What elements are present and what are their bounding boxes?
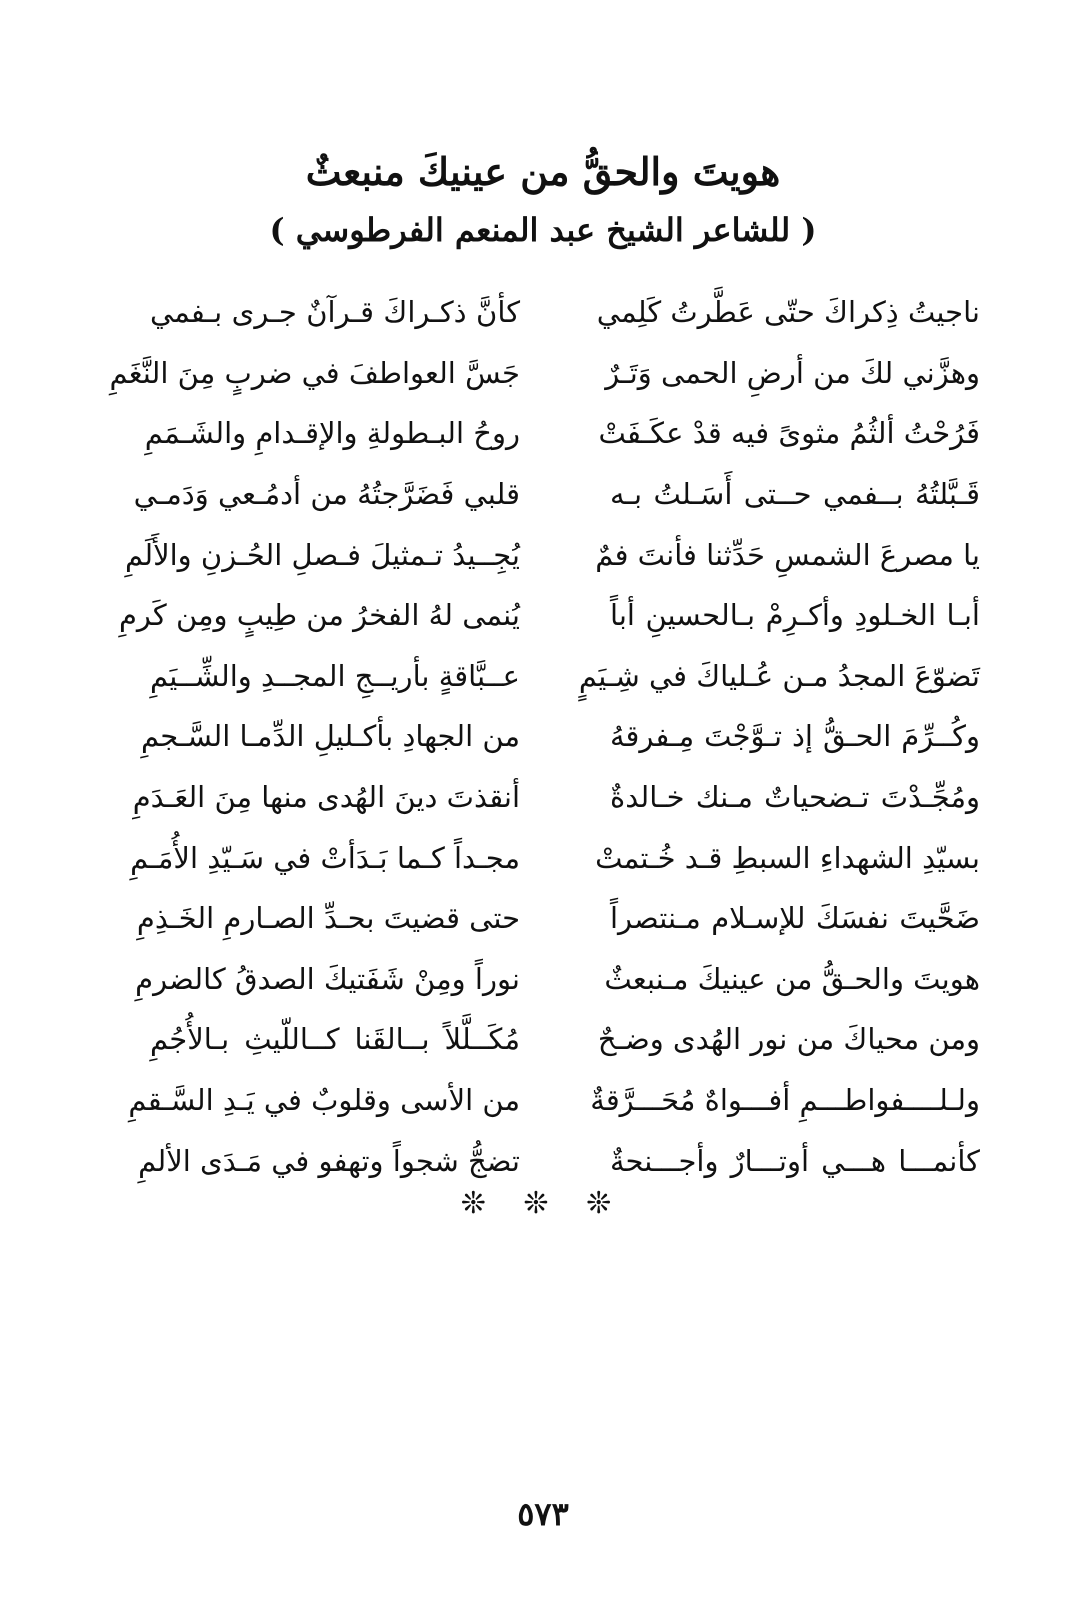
verse-second-hemistich: جَسَّ العواطفَ في ضربٍ مِنَ النَّغَمِ <box>109 355 520 390</box>
verse-first-hemistich: بسيّدِ الشهداءِ السبطِ قـد خُـتمتْ <box>595 840 980 875</box>
verse <box>133 464 980 525</box>
verse <box>128 1070 980 1131</box>
verse <box>135 949 980 1010</box>
verse <box>141 706 980 767</box>
verse-first-hemistich: فَرُحْتُ ألثُمُ مثوىً فيه قدْ عكَـفَتْ <box>598 416 980 451</box>
verse <box>132 767 980 828</box>
verse-first-hemistich: كأنمـــا هـــي أوتـــارٌ وأجـــنحةٌ <box>610 1143 980 1178</box>
verse-second-hemistich: أنقذتَ دينَ الهُدى منها مِنَ العَـدَمِ <box>132 780 520 815</box>
verse <box>118 585 980 646</box>
verse-list <box>109 282 980 1191</box>
verse-first-hemistich: ومن محياكَ من نور الهُدى وضـحٌ <box>597 1022 980 1057</box>
poem-title: هويتَ والحقُّ من عينيكَ منبعثٌ <box>305 149 781 194</box>
verse-second-hemistich: عــبَّاقةٍ بأريــجِ المجــدِ والشِّــيَمِ <box>149 658 520 693</box>
poem-subtitle: ( للشاعر الشيخ عبد المنعم الفرطوسي ) <box>269 211 817 249</box>
verse <box>136 888 980 949</box>
verse <box>130 827 980 888</box>
verse-first-hemistich: تَضوّعَ المجدُ مـن عُـلياكَ في شِـيَمٍ <box>578 658 980 693</box>
verse-first-hemistich: ناجيتُ ذِكراكَ حتّى عَطَّرتُ كَلِمي <box>596 295 980 330</box>
verse-first-hemistich: هويتَ والحـقُّ من عينيكَ مـنبعثٌ <box>604 961 980 996</box>
verse-first-hemistich: وكُــرِّمَ الحـقُّ إذ تـوَّجْتَ مِـفرقهُ <box>610 719 980 754</box>
verse-second-hemistich: نوراً ومِنْ شَفَتيكَ الصدقُ كالضرمِ <box>135 961 520 996</box>
verse <box>150 282 980 343</box>
verse <box>150 1009 980 1070</box>
verse-first-hemistich: ضَحَّيتَ نفسَكَ للإسـلام مـنتصراً <box>610 901 980 936</box>
verse-second-hemistich: روحُ البـطولةِ والإقـدامِ والشَـمَمِ <box>144 416 520 451</box>
section-ornament: ❊ ❊ ❊ <box>460 1186 626 1221</box>
verse-second-hemistich: مُكَــلَّلاً بــالقَنا كــاللّيثِ بـالأُجُمِ <box>150 1022 520 1057</box>
page-number: ٥٧٣ <box>517 1495 569 1533</box>
verse-first-hemistich: قَـبَّلتُهُ بــفمي حــتى أَسَـلتُ بـه <box>610 477 980 512</box>
verse <box>109 343 980 404</box>
verse <box>150 646 980 707</box>
verse-first-hemistich: أبـا الخـلودِ وأكـرِمْ بـالحسينِ أباً <box>610 598 980 633</box>
verse-first-hemistich: ومُجِّـدْتَ تـضحياتٌ مـنك خـالدةٌ <box>610 780 980 815</box>
verse-second-hemistich: تضجُّ شجواً وتهفو في مَـدَى الألمِ <box>138 1143 520 1178</box>
verse-first-hemistich: يا مصرعَ الشمسِ حَدِّثنا فأنتَ فمٌ <box>595 537 980 572</box>
verse-second-hemistich: قلبي فَضَرَّجتُهُ من أدمُـعي وَدَمـي <box>133 477 520 512</box>
verse-second-hemistich: يُنمى لهُ الفخرُ من طِيبٍ ومِن كَرمِ <box>118 598 520 633</box>
verse <box>144 403 980 464</box>
verse <box>124 524 980 585</box>
verse-second-hemistich: مجـداً كـما بَـدَأتْ في سَـيّدِ الأُمَـمِ <box>130 840 520 875</box>
verse-second-hemistich: حتى قضيتَ بحـدِّ الصـارمِ الخَـذِمِ <box>136 901 520 936</box>
verse-second-hemistich: من الجهادِ بأكـليلِ الدِّمـا السَّـجمِ <box>141 719 520 754</box>
verse-first-hemistich: ولـلــــفواطـــمِ أفـــواهٌ مُحَـــرَّقةٌ <box>590 1083 980 1118</box>
verse-second-hemistich: يُجِــيدُ تـمثيلَ فـصلِ الحُـزنِ والأَلَمِ <box>124 537 520 572</box>
verse <box>138 1130 980 1191</box>
verse-second-hemistich: كأنَّ ذكـراكَ قـرآنٌ جـرى بـفمي <box>150 295 520 330</box>
verse-second-hemistich: من الأسى وقلوبٌ في يَـدِ السَّـقمِ <box>128 1083 520 1118</box>
verse-first-hemistich: وهزَّني لكَ من أرضِ الحمى وَتَـرٌ <box>605 355 980 390</box>
